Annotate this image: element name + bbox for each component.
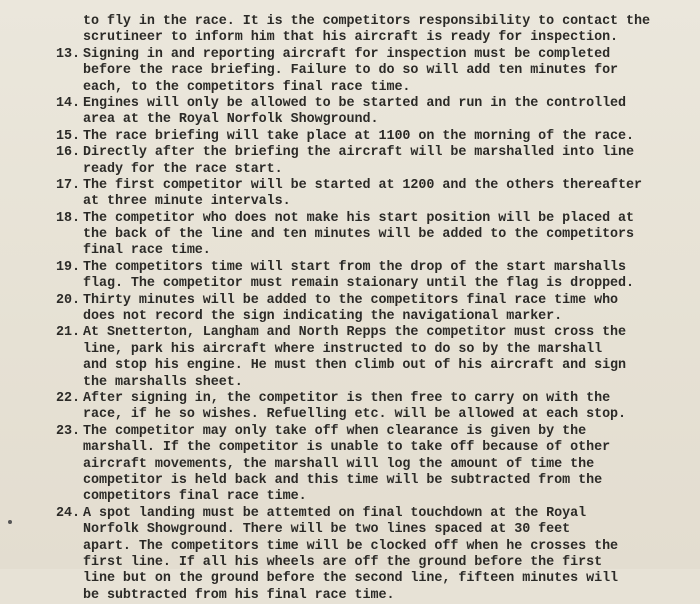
rule-item — [56, 129, 696, 145]
rule-line — [56, 506, 696, 522]
rule-number: 15. — [56, 128, 80, 144]
rule-line — [56, 96, 696, 112]
rule-item — [56, 260, 696, 293]
rule-line — [56, 227, 696, 243]
rule-item — [56, 293, 696, 326]
rule-text: At Snetterton, Langham and North Repps the competitor must cross the — [83, 325, 627, 341]
rule-line — [56, 375, 696, 391]
rule-text: aircraft movements, the marshall will log the amount of time the — [83, 456, 595, 472]
rule-text: line but on the ground before the second line, fifteen minutes will — [83, 571, 619, 587]
rule-text: at three minute intervals. — [83, 194, 291, 210]
rule-item — [56, 211, 696, 260]
rule-item — [56, 391, 696, 424]
rule-line — [56, 325, 696, 341]
rule-line — [56, 489, 696, 505]
rule-line — [56, 194, 696, 210]
rules-list — [56, 47, 696, 604]
rule-text: race, if he so wishes. Refuelling etc. will be allowed at each stop. — [83, 407, 627, 423]
rule-number: 19. — [56, 259, 80, 275]
rule-text: flag. The competitor must remain staionary until the flag is dropped. — [83, 276, 635, 292]
rule-line — [56, 358, 696, 374]
rule-item — [56, 96, 696, 129]
rule-line — [56, 276, 696, 292]
rule-line — [56, 112, 696, 128]
rule-text: the back of the line and ten minutes will be added to the competitors — [83, 227, 635, 243]
rules-text — [56, 14, 696, 604]
rule-line — [56, 162, 696, 178]
rule-line — [56, 145, 696, 161]
rule-line — [56, 129, 696, 145]
rule-number: 20. — [56, 292, 80, 308]
rule-text: apart. The competitors time will be clocked off when he crosses the — [83, 538, 619, 554]
rule-text: Engines will only be allowed to be started and run in the controlled — [83, 95, 627, 111]
rule-line — [56, 391, 696, 407]
rule-text: Signing in and reporting aircraft for inspection must be completed — [83, 46, 611, 62]
rule-number: 16. — [56, 145, 80, 161]
rule-text: The competitors time will start from the drop of the start marshalls — [83, 259, 627, 275]
rule-line — [56, 243, 696, 259]
rule-text: marshall. If the competitor is unable to take off because of other — [83, 440, 611, 456]
rule-text: and stop his engine. He must then climb out of his aircraft and sign — [83, 358, 627, 374]
rule-item — [56, 506, 696, 604]
margin-mark — [8, 520, 12, 524]
rule-text: Thirty minutes will be added to the competitors final race time who — [83, 292, 619, 308]
rule-item — [56, 424, 696, 506]
rule-number: 14. — [56, 95, 80, 111]
rule-text: After signing in, the competitor is then free to carry on with the — [83, 390, 611, 406]
rule-text: does not record the sign indicating the navigational marker. — [83, 309, 563, 325]
rule-text: area at the Royal Norfolk Showground. — [83, 112, 379, 128]
rule-line — [56, 47, 696, 63]
rule-line — [56, 178, 696, 194]
rule-line — [56, 260, 696, 276]
rule-line — [56, 539, 696, 555]
rule-number: 13. — [56, 46, 80, 62]
rule-line — [56, 342, 696, 358]
rule-line — [56, 293, 696, 309]
rule-text: The first competitor will be started at 1200 and the others thereafter — [83, 177, 642, 193]
rule-text: The competitor may only take off when clearance is given by the — [83, 423, 587, 439]
rule-item — [56, 47, 696, 96]
rule-text: A spot landing must be attemted on final touchdown at the Royal — [83, 505, 587, 521]
rule-text: The competitor who does not make his start position will be placed at — [83, 210, 635, 226]
rule-line — [56, 473, 696, 489]
rule-line — [56, 457, 696, 473]
rule-line — [56, 80, 696, 96]
rule-text: the marshalls sheet. — [83, 374, 243, 390]
rule-text: each, to the competitors final race time. — [83, 79, 411, 95]
rule-text: line, park his aircraft where instructed to do so by the marshall — [83, 341, 603, 357]
rule-line — [56, 588, 696, 604]
rule-line — [56, 440, 696, 456]
rule-line — [56, 309, 696, 325]
rule-text: competitors final race time. — [83, 489, 307, 505]
rule-number: 21. — [56, 325, 80, 341]
rule-number: 24. — [56, 505, 80, 521]
rule-text: final race time. — [83, 243, 211, 259]
rule-item — [56, 145, 696, 178]
rule-item — [56, 178, 696, 211]
rule-line — [56, 63, 696, 79]
rule-number: 22. — [56, 390, 80, 406]
rule-line — [56, 211, 696, 227]
rule-number: 17. — [56, 177, 80, 193]
rule-line — [56, 424, 696, 440]
rule-item — [56, 325, 696, 391]
rule-text: Norfolk Showground. There will be two lines spaced at 30 feet — [83, 522, 571, 538]
rule-text: ready for the race start. — [83, 161, 283, 177]
rule-text: first line. If all his wheels are off the ground before the first — [83, 554, 603, 570]
rule-text: Directly after the briefing the aircraft will be marshalled into line — [83, 145, 635, 161]
rule-number: 23. — [56, 423, 80, 439]
intro-line: to fly in the race. It is the competitors responsibility to contact the — [83, 14, 650, 29]
rule-line — [56, 571, 696, 587]
rule-text: competitor is held back and this time will be subtracted from the — [83, 472, 603, 488]
rule-text: The race briefing will take place at 1100 on the morning of the race. — [83, 128, 635, 144]
rule-line — [56, 407, 696, 423]
rule-text: be subtracted from his final race time. — [83, 587, 395, 603]
intro-line: scrutineer to inform him that his aircraft is ready for inspection. — [83, 30, 619, 46]
rule-line — [56, 522, 696, 538]
rule-number: 18. — [56, 210, 80, 226]
rule-text: before the race briefing. Failure to do so will add ten minutes for — [83, 63, 619, 79]
